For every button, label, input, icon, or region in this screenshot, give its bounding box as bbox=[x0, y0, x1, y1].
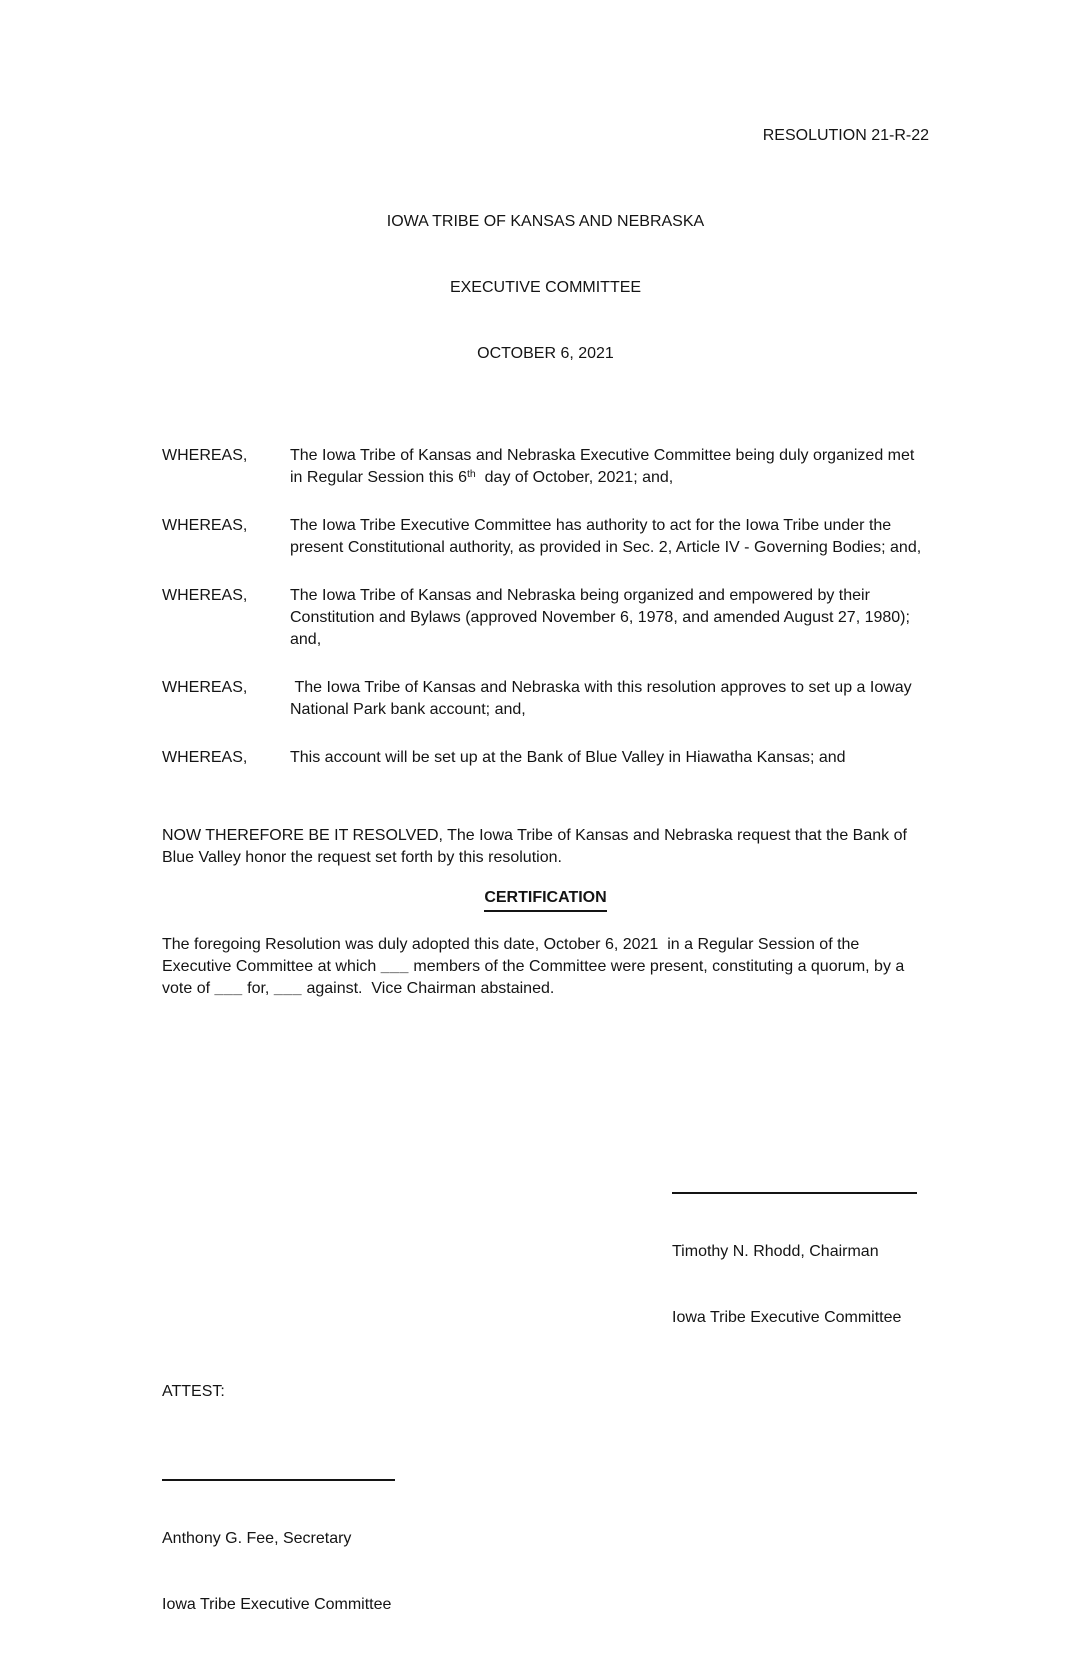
whereas-label: WHEREAS, bbox=[162, 447, 248, 464]
certification-heading bbox=[162, 887, 929, 912]
header-org-line: IOWA TRIBE OF KANSAS AND NEBRASKA bbox=[386, 213, 705, 230]
whereas-text: This account will be set up at the Bank of Blue Valley in Hiawatha Kansas; and bbox=[290, 749, 846, 766]
whereas-label: WHEREAS, bbox=[162, 679, 248, 696]
votes-for-blank: ___ bbox=[214, 980, 243, 997]
secretary-signature-line bbox=[162, 1479, 395, 1481]
chairman-signature-block bbox=[672, 1148, 929, 1373]
whereas-text-pre: The Iowa Tribe of Kansas and Nebraska Executive Committee being duly organized met in Regular Session this 6 bbox=[290, 447, 919, 486]
attest-label: ATTEST: bbox=[162, 1383, 225, 1400]
cert-part-1: The foregoing Resolution was duly adopted this date, October 6, 2021 in a Regular Session of the Executive Committee at which bbox=[162, 936, 864, 975]
votes-against-blank: ___ bbox=[273, 980, 303, 997]
document-header bbox=[162, 167, 929, 409]
whereas-text: The Iowa Tribe of Kansas and Nebraska with this resolution approves to set up a Ioway National Park bank account; and, bbox=[290, 679, 917, 718]
chairman-org: Iowa Tribe Executive Committee bbox=[672, 1309, 902, 1326]
whereas-label: WHEREAS, bbox=[162, 587, 248, 604]
ordinal-superscript: th bbox=[466, 468, 476, 480]
resolved-paragraph: NOW THEREFORE BE IT RESOLVED, The Iowa Tribe of Kansas and Nebraska request that the Bank of Blue Valley honor the request set forth by this resolution. bbox=[162, 827, 912, 866]
whereas-text-post: day of October, 2021; and, bbox=[475, 469, 674, 486]
whereas-label: WHEREAS, bbox=[162, 517, 248, 534]
chairman-name: Timothy N. Rhodd, Chairman bbox=[672, 1243, 879, 1260]
whereas-label: WHEREAS, bbox=[162, 749, 248, 766]
cert-part-4: against. Vice Chairman abstained. bbox=[302, 980, 555, 997]
whereas-clause-5 bbox=[162, 747, 929, 769]
cert-part-3: for, bbox=[242, 980, 274, 997]
whereas-text bbox=[290, 445, 929, 489]
header-date-line: OCTOBER 6, 2021 bbox=[477, 345, 614, 362]
whereas-clause-3 bbox=[162, 585, 929, 651]
whereas-clause-4 bbox=[162, 677, 929, 721]
whereas-text: The Iowa Tribe Executive Committee has authority to act for the Iowa Tribe under the present Constitutional authority, as provided in Sec. 2, Article IV - Governing Bodies; and, bbox=[290, 517, 922, 556]
whereas-clause-2 bbox=[162, 515, 929, 559]
secretary-org: Iowa Tribe Executive Committee bbox=[162, 1596, 392, 1613]
secretary-name: Anthony G. Fee, Secretary bbox=[162, 1530, 352, 1547]
certification-heading-text: CERTIFICATION bbox=[484, 887, 606, 912]
whereas-clause-1 bbox=[162, 445, 929, 489]
whereas-clauses bbox=[162, 445, 929, 769]
cert-part-2: members of the Committee were present, constituting a quorum, by a vote of bbox=[162, 958, 909, 997]
secretary-signature-block bbox=[162, 1435, 929, 1660]
certification-paragraph bbox=[162, 934, 929, 1000]
whereas-text: The Iowa Tribe of Kansas and Nebraska being organized and empowered by their Constitution and Bylaws (approved November 6, 1978, and amended August 27, 1980); and, bbox=[290, 587, 915, 648]
header-committee-line: EXECUTIVE COMMITTEE bbox=[449, 279, 642, 296]
members-blank: ___ bbox=[380, 958, 409, 975]
chairman-signature-line bbox=[672, 1192, 917, 1194]
resolution-number: RESOLUTION 21-R-22 bbox=[762, 127, 929, 144]
